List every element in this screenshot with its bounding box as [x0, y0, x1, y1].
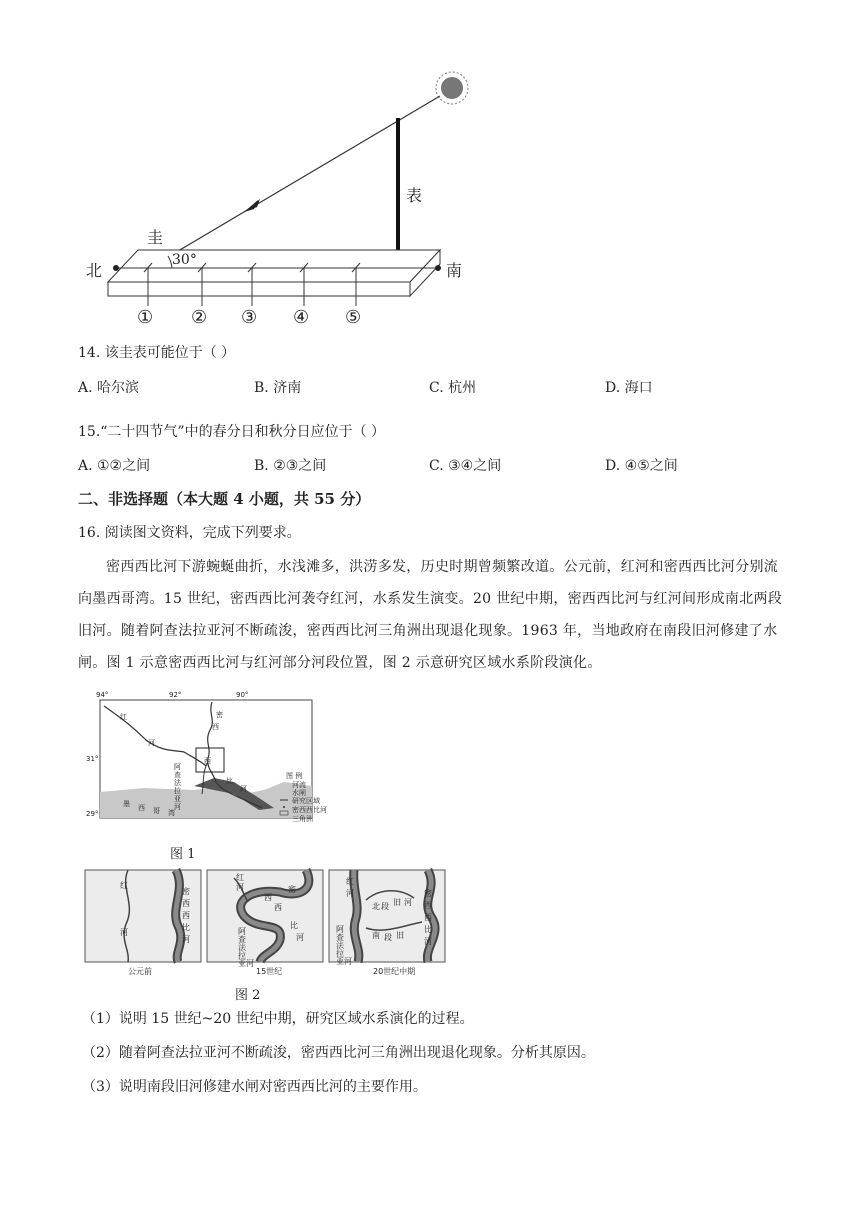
lon-90: 90°	[236, 691, 249, 699]
marker-2: ②	[191, 307, 208, 328]
p1-label-2: 密	[182, 887, 190, 896]
p2-label-6: 河	[296, 933, 304, 942]
p1-label-3: 西	[182, 899, 190, 908]
p3-label-5: 河	[404, 898, 412, 907]
map-label-at-4: 拉	[174, 787, 181, 795]
lat-29: 29°	[86, 810, 99, 818]
p3-label-17: 拉	[336, 949, 344, 958]
p2-label-10: 拉	[238, 951, 246, 960]
marker-3: ③	[241, 307, 258, 328]
angle-label: 30°	[172, 252, 197, 268]
p3-label-10: 西	[424, 901, 432, 910]
lon-92: 92°	[169, 691, 182, 699]
q14-option-c[interactable]: C. 杭州	[429, 380, 477, 396]
gui-base-top	[108, 250, 440, 282]
map-label-at-5: 亚	[174, 795, 181, 803]
p2-label-11: 亚	[238, 959, 246, 968]
legend-title: 图 例	[286, 772, 303, 780]
biao-label: 表	[406, 186, 423, 205]
gui-label: 圭	[147, 228, 164, 247]
p1-label-4: 西	[182, 911, 190, 920]
q16-sub3: （3）说明南段旧河修建水闸对密西西比河的主要作用。	[82, 1079, 427, 1095]
panel1-caption: 公元前	[128, 967, 152, 976]
legend-river: 河流	[292, 781, 306, 789]
p2-label-8: 查	[238, 935, 246, 944]
map-label-red-1: 红	[120, 713, 127, 721]
marker-1: ①	[137, 307, 154, 328]
section-heading: 二、非选择题（本大题 4 小题，共 55 分）	[78, 490, 371, 508]
p3-label-2: 北	[372, 902, 380, 911]
p2-label-3: 西	[264, 893, 272, 902]
lon-94: 94°	[96, 691, 109, 699]
p3-label-15: 查	[336, 933, 344, 942]
map-label-mi-3: 西	[204, 757, 211, 765]
q14-stem: 14. 该圭表可能位于（ ）	[78, 345, 236, 361]
p1-label-0: 红	[120, 881, 128, 890]
p3-label-18: 亚	[336, 957, 344, 966]
p2-label-5: 比	[290, 921, 298, 930]
p1-label-1: 河	[120, 928, 128, 937]
p3-label-1: 河	[346, 889, 354, 898]
p3-label-9: 密	[424, 889, 432, 898]
legend-study-area: 研究区域	[292, 797, 320, 805]
q15-stem: 15.“二十四节气”中的春分日和秋分日应位于（ ）	[78, 424, 386, 440]
p2-label-9: 法	[238, 943, 246, 952]
legend-lock: 水闸	[292, 789, 306, 797]
north-label: 北	[86, 261, 103, 280]
p3-label-8: 旧	[396, 931, 404, 940]
p3-label-0: 红	[346, 877, 354, 886]
p3-label-4: 旧	[393, 898, 401, 907]
marker-5: ⑤	[345, 307, 362, 328]
figure1-caption: 图 1	[170, 847, 196, 862]
panel2-caption: 15世纪	[256, 967, 283, 976]
q15-option-b[interactable]: B. ②③之间	[254, 458, 327, 474]
q14-option-d[interactable]: D. 海口	[605, 380, 653, 396]
map-label-gulf-3: 哥	[153, 807, 160, 815]
q15-option-a[interactable]: A. ①②之间	[78, 458, 151, 474]
p3-label-12: 比	[424, 925, 432, 934]
sun-ray	[146, 96, 440, 270]
map-label-at-6: 河	[174, 803, 181, 811]
p2-label-2: 密	[288, 885, 296, 894]
south-label: 南	[446, 261, 463, 280]
map-label-mi-5: 河	[240, 785, 247, 793]
p2-label-1: 河	[236, 883, 244, 892]
p3-label-16: 法	[336, 941, 344, 950]
p2-label-12: 河	[246, 959, 254, 968]
p1-label-5: 比	[182, 923, 190, 932]
map-label-at-3: 法	[174, 779, 181, 787]
map-label-mi-1: 密	[216, 711, 223, 719]
figure2-panels	[84, 868, 446, 976]
legend-delta: 密西西比河三角洲	[292, 806, 327, 823]
sun-icon	[436, 72, 468, 104]
p3-label-19: 河	[344, 957, 352, 966]
q16-sub1: （1）说明 15 世纪~20 世纪中期，研究区域水系演化的过程。	[82, 1011, 474, 1027]
map-label-gulf-1: 墨	[123, 800, 130, 808]
map-label-mi-4: 比	[226, 777, 233, 785]
map-label-at-1: 阿	[174, 763, 181, 771]
gui-base-front	[108, 282, 410, 296]
q15-option-c[interactable]: C. ③④之间	[429, 458, 502, 474]
p1-label-6: 河	[182, 935, 190, 944]
p3-label-7: 段	[384, 933, 392, 942]
p3-label-14: 阿	[336, 925, 344, 934]
p3-label-11: 西	[424, 913, 432, 922]
lat-31: 31°	[86, 755, 99, 763]
q14-option-a[interactable]: A. 哈尔滨	[78, 380, 140, 396]
panel-15c	[207, 870, 323, 962]
map-label-gulf-4: 湾	[168, 809, 175, 817]
map-label-gulf-2: 西	[138, 804, 145, 812]
map-label-red-2: 河	[148, 739, 155, 747]
q14-option-b[interactable]: B. 济南	[254, 380, 302, 396]
map-label-mi-2: 西	[212, 723, 219, 731]
map-label-at-2: 查	[174, 771, 181, 779]
figure2-caption: 图 2	[235, 988, 261, 1003]
p3-label-13: 河	[424, 937, 432, 946]
marker-4: ④	[293, 307, 310, 328]
q16-sub2: （2）随着阿查法拉亚河不断疏浚，密西西比河三角洲出现退化现象。分析其原因。	[82, 1045, 595, 1061]
q16-stem: 16. 阅读图文资料，完成下列要求。	[78, 525, 301, 541]
p2-label-0: 红	[236, 873, 244, 882]
p2-label-7: 阿	[238, 927, 246, 936]
panel3-caption: 20世纪中期	[373, 967, 416, 976]
p3-label-3: 段	[381, 902, 389, 911]
q15-option-d[interactable]: D. ④⑤之间	[605, 458, 678, 474]
p2-label-4: 西	[274, 903, 282, 912]
q16-paragraph: 密西西比河下游蜿蜒曲折，水浅滩多，洪涝多发，历史时期曾频繁改道。公元前，红河和密西西比河分别流向墨西哥湾。15 世纪，密西西比河袭夺红河，水系发生演变。20 世纪中期，密西西比河与红河间形成南北两段旧河。随着阿查法拉亚河不断疏浚，密西西比河三角洲出现退化现象。1963 年，当地政府在南段旧河修建了水闸。图 1 示意密西西比河与红河部分河段位置，图 2 示意研究区域水系阶段演化。	[78, 559, 783, 671]
p3-label-6: 南	[372, 931, 380, 940]
